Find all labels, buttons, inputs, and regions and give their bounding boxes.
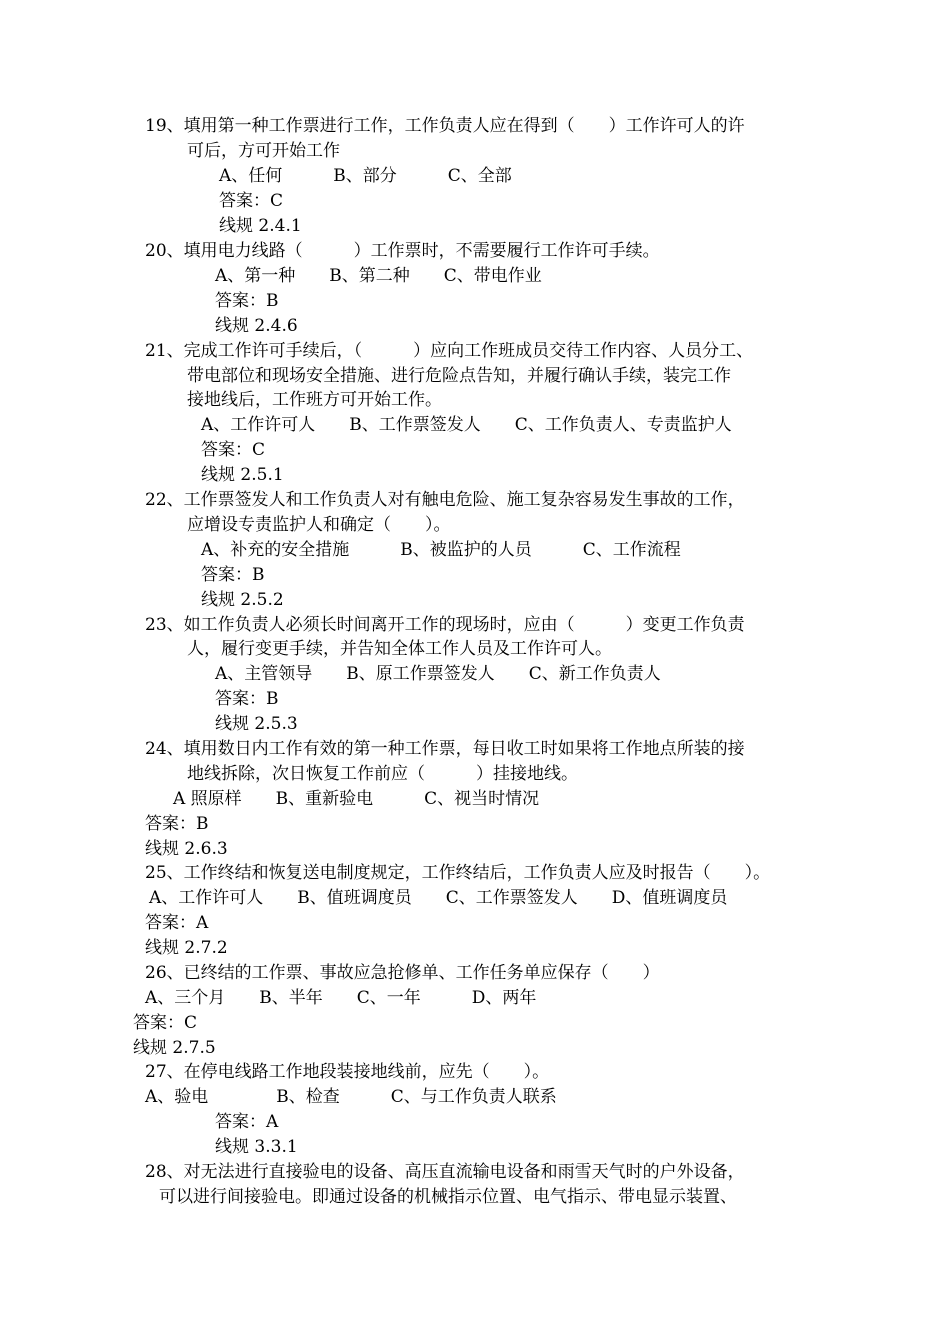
question-19-reference: 线规 2.4.1 bbox=[219, 216, 302, 236]
question-24-line-2: 地线拆除，次日恢复工作前应（ ）挂接地线。 bbox=[187, 764, 578, 784]
question-26-answer: 答案：C bbox=[133, 1013, 198, 1033]
question-21-line-3: 接地线后，工作班方可开始工作。 bbox=[187, 390, 442, 410]
question-21-reference: 线规 2.5.1 bbox=[201, 465, 284, 485]
question-25-options: A、工作许可人 B、值班调度员 C、工作票签发人 D、值班调度员 bbox=[149, 888, 728, 908]
question-28-line-2: 可以进行间接验电。即通过设备的机械指示位置、电气指示、带电显示装置、 bbox=[159, 1187, 737, 1207]
question-21-options: A、工作许可人 B、工作票签发人 C、工作负责人、专责监护人 bbox=[201, 415, 732, 435]
question-23-options: A、主管领导 B、原工作票签发人 C、新工作负责人 bbox=[215, 664, 661, 684]
question-24-reference: 线规 2.6.3 bbox=[145, 839, 228, 859]
question-23-line-2: 人，履行变更手续，并告知全体工作人员及工作许可人。 bbox=[187, 639, 612, 659]
question-20-options: A、第一种 B、第二种 C、带电作业 bbox=[215, 266, 542, 286]
question-23-reference: 线规 2.5.3 bbox=[215, 714, 298, 734]
question-20-line-1: 20、填用电力线路（ ）工作票时，不需要履行工作许可手续。 bbox=[145, 241, 660, 261]
question-22-line-1: 22、工作票签发人和工作负责人对有触电危险、施工复杂容易发生事故的工作， bbox=[145, 490, 745, 510]
question-19-answer: 答案：C bbox=[219, 191, 284, 211]
question-28-line-1: 28、对无法进行直接验电的设备、高压直流输电设备和雨雪天气时的户外设备， bbox=[145, 1162, 745, 1182]
question-23-answer: 答案：B bbox=[215, 689, 279, 709]
question-24-answer: 答案：B bbox=[145, 814, 209, 834]
question-22-reference: 线规 2.5.2 bbox=[201, 590, 284, 610]
question-25-reference: 线规 2.7.2 bbox=[145, 938, 228, 958]
question-22-options: A、补充的安全措施 B、被监护的人员 C、工作流程 bbox=[201, 540, 681, 560]
question-27-line-1: 27、在停电线路工作地段装接地线前，应先（ ）。 bbox=[145, 1062, 550, 1082]
question-26-options: A、三个月 B、半年 C、一年 D、两年 bbox=[145, 988, 537, 1008]
question-20-reference: 线规 2.4.6 bbox=[215, 316, 298, 336]
question-25-answer: 答案：A bbox=[145, 913, 209, 933]
question-19-line-2: 可后，方可开始工作 bbox=[187, 141, 340, 161]
question-21-line-1: 21、完成工作许可手续后，（ ）应向工作班成员交待工作内容、人员分工、 bbox=[145, 341, 754, 361]
question-21-answer: 答案：C bbox=[201, 440, 266, 460]
question-27-options: A、验电 B、检查 C、与工作负责人联系 bbox=[145, 1087, 557, 1107]
question-23-line-1: 23、如工作负责人必须长时间离开工作的现场时，应由（ ）变更工作负责 bbox=[145, 615, 745, 635]
question-21-line-2: 带电部位和现场安全措施、进行危险点告知，并履行确认手续，装完工作 bbox=[187, 366, 731, 386]
question-19-options: A、任何 B、部分 C、全部 bbox=[219, 166, 512, 186]
question-27-answer: 答案：A bbox=[215, 1112, 279, 1132]
question-25-line-1: 25、工作终结和恢复送电制度规定，工作终结后，工作负责人应及时报告（ ）。 bbox=[145, 863, 771, 883]
question-27-reference: 线规 3.3.1 bbox=[215, 1137, 298, 1157]
question-24-line-1: 24、填用数日内工作有效的第一种工作票，每日收工时如果将工作地点所装的接 bbox=[145, 739, 745, 759]
question-19-line-1: 19、填用第一种工作票进行工作，工作负责人应在得到（ ）工作许可人的许 bbox=[145, 116, 745, 136]
question-22-answer: 答案：B bbox=[201, 565, 265, 585]
question-26-reference: 线规 2.7.5 bbox=[133, 1038, 216, 1058]
question-20-answer: 答案：B bbox=[215, 291, 279, 311]
question-26-line-1: 26、已终结的工作票、事故应急抢修单、工作任务单应保存（ ） bbox=[145, 963, 660, 983]
question-24-options: A 照原样 B、重新验电 C、视当时情况 bbox=[173, 789, 540, 809]
question-22-line-2: 应增设专责监护人和确定（ ）。 bbox=[187, 515, 451, 535]
